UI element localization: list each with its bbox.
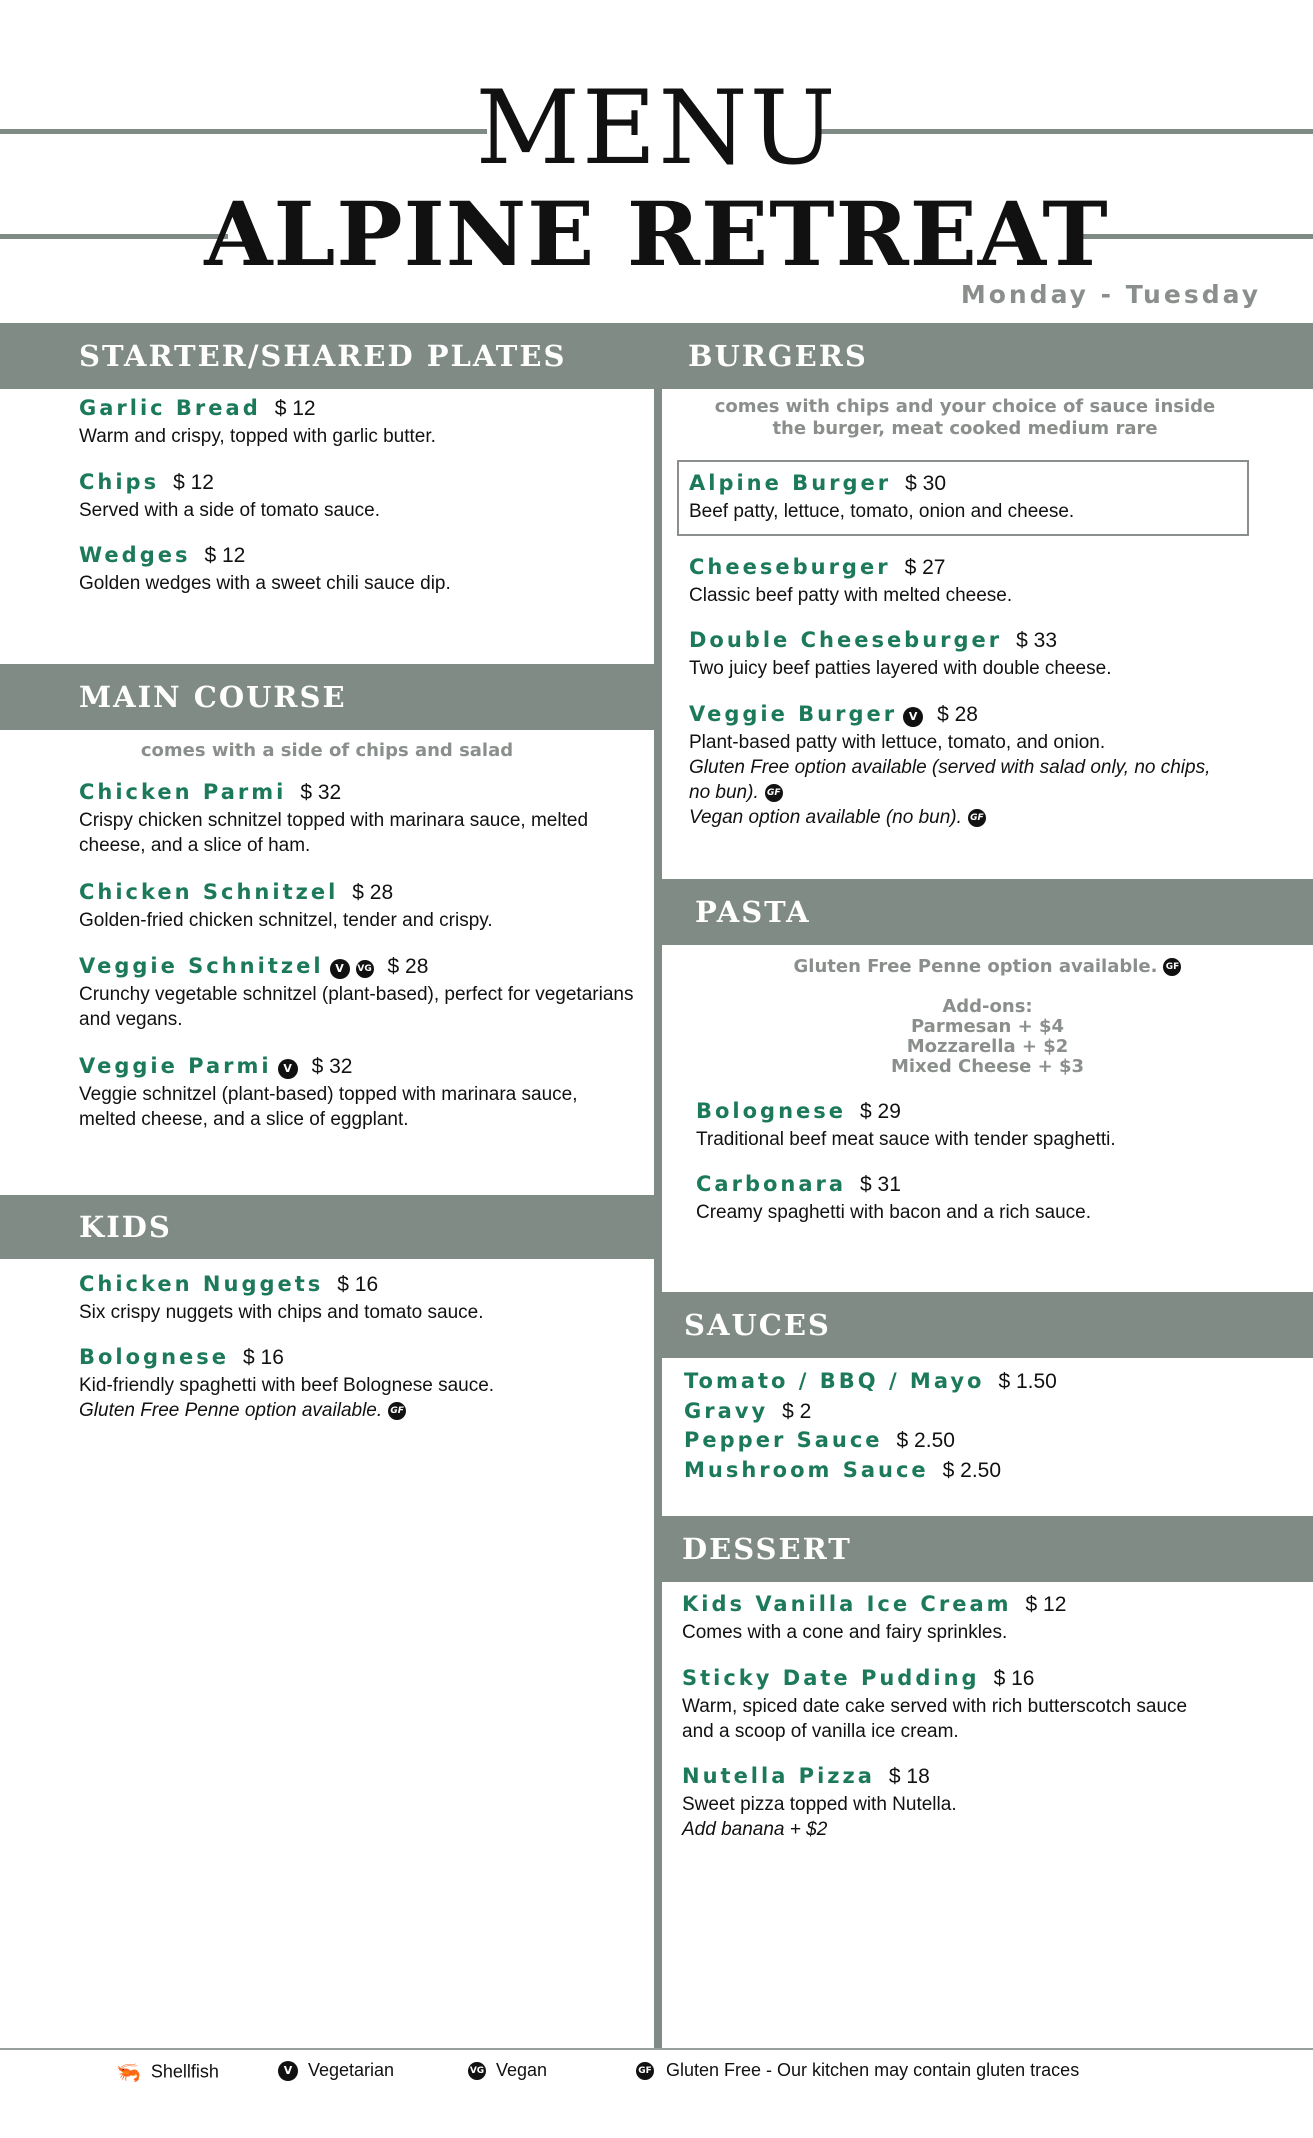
item-note: Vegan option available (no bun). bbox=[689, 807, 962, 828]
item-name: Tomato / BBQ / Mayo bbox=[684, 1369, 985, 1393]
item-name: Cheeseburger bbox=[689, 555, 891, 579]
item-price: $ 28 bbox=[352, 881, 394, 904]
item-name: Mushroom Sauce bbox=[684, 1458, 929, 1482]
legend-vegetarian: V Vegetarian bbox=[278, 2060, 394, 2081]
vegan-icon: VG bbox=[468, 2062, 486, 2080]
item-note: Gluten Free Penne option available. bbox=[79, 1400, 383, 1421]
item-description: Sweet pizza topped with Nutella. bbox=[682, 1794, 957, 1815]
item-price: $ 1.50 bbox=[998, 1370, 1057, 1393]
shellfish-icon: 🦐 bbox=[116, 2062, 141, 2084]
item-name: Veggie Schnitzel bbox=[79, 954, 324, 978]
vegetarian-icon: V bbox=[903, 707, 923, 727]
gluten-free-icon: GF bbox=[636, 2062, 654, 2080]
vegan-icon: VG bbox=[356, 960, 374, 978]
gluten-free-icon: GF bbox=[388, 1402, 406, 1420]
menu-item bbox=[682, 1764, 1242, 1842]
item-price: $ 12 bbox=[204, 544, 246, 567]
menu-item bbox=[79, 470, 639, 523]
vegetarian-icon: V bbox=[330, 959, 350, 979]
item-price: $ 32 bbox=[300, 781, 342, 804]
item-description: Golden-fried chicken schnitzel, tender and crispy. bbox=[79, 910, 493, 931]
item-description: Two juicy beef patties layered with double cheese. bbox=[689, 658, 1112, 679]
item-description: Crispy chicken schnitzel topped with marinara sauce, melted cheese, and a slice of ham. bbox=[79, 810, 589, 856]
item-description: Traditional beef meat sauce with tender spaghetti. bbox=[696, 1129, 1116, 1150]
menu-item bbox=[682, 1592, 1242, 1645]
section-header-kids: KIDS bbox=[0, 1195, 658, 1259]
venue-name: ALPINE RETREAT bbox=[204, 182, 1109, 286]
page-title: MENU bbox=[475, 69, 838, 188]
item-price: $ 32 bbox=[311, 1055, 353, 1078]
item-note: Add banana + $2 bbox=[682, 1819, 828, 1840]
addons-list bbox=[662, 997, 1313, 1077]
item-description: Six crispy nuggets with chips and tomato sauce. bbox=[79, 1302, 484, 1323]
footer-rule bbox=[0, 2048, 1313, 2050]
item-description: Served with a side of tomato sauce. bbox=[79, 500, 380, 521]
item-price: $ 12 bbox=[173, 471, 214, 494]
item-name: Pepper Sauce bbox=[684, 1428, 883, 1452]
menu-item bbox=[79, 780, 639, 858]
item-description: Creamy spaghetti with bacon and a rich sauce. bbox=[696, 1202, 1091, 1223]
item-description: Golden wedges with a sweet chili sauce dip. bbox=[79, 573, 451, 594]
item-name: Veggie Burger bbox=[689, 702, 898, 726]
section-header-sauces: SAUCES bbox=[654, 1292, 1313, 1358]
section-header-main-course: MAIN COURSE bbox=[0, 664, 658, 730]
section-header-starters: STARTER/SHARED PLATES bbox=[0, 323, 658, 389]
item-name: Chips bbox=[79, 470, 160, 494]
item-description: Crunchy vegetable schnitzel (plant-based), perfect for vegetarians and vegans. bbox=[79, 984, 634, 1030]
item-description: Plant-based patty with lettuce, tomato, and onion. bbox=[689, 732, 1106, 753]
item-name: Veggie Parmi bbox=[79, 1054, 272, 1078]
menu-item bbox=[79, 1345, 639, 1423]
gluten-free-icon: GF bbox=[765, 784, 783, 802]
item-name: Wedges bbox=[79, 543, 191, 567]
section-header-pasta: PASTA bbox=[654, 879, 1313, 945]
item-price: $ 18 bbox=[888, 1765, 930, 1788]
addon-item: Mixed Cheese + $3 bbox=[890, 1056, 1085, 1077]
section-note: Gluten Free Penne option available. GF bbox=[662, 956, 1313, 978]
item-price: $ 12 bbox=[1025, 1593, 1067, 1616]
item-description: Kid-friendly spaghetti with beef Bolognese sauce. bbox=[79, 1375, 495, 1396]
item-note: Gluten Free option available (served with salad only, no chips, no bun). bbox=[689, 757, 1211, 803]
item-name: Bolognese bbox=[696, 1099, 847, 1123]
item-name: Garlic Bread bbox=[79, 396, 261, 420]
item-name: Kids Vanilla Ice Cream bbox=[682, 1592, 1012, 1616]
menu-item bbox=[696, 1172, 1256, 1225]
section-note: comes with a side of chips and salad bbox=[140, 740, 514, 761]
legend-gluten-free: GF Gluten Free - Our kitchen may contain gluten traces bbox=[636, 2060, 1079, 2081]
item-description: Beef patty, lettuce, tomato, onion and cheese. bbox=[689, 501, 1075, 522]
item-name: Alpine Burger bbox=[689, 471, 892, 495]
item-name: Chicken Parmi bbox=[79, 780, 287, 804]
menu-item bbox=[682, 1666, 1202, 1744]
item-name: Nutella Pizza bbox=[682, 1764, 875, 1788]
item-price: $ 16 bbox=[993, 1667, 1035, 1690]
menu-item bbox=[689, 555, 1249, 608]
menu-item bbox=[79, 396, 639, 449]
item-price: $ 30 bbox=[905, 472, 947, 495]
item-name: Double Cheeseburger bbox=[689, 628, 1003, 652]
gluten-free-icon: GF bbox=[1163, 958, 1181, 976]
item-price: $ 27 bbox=[904, 556, 946, 579]
menu-item bbox=[696, 1099, 1256, 1152]
item-price: $ 16 bbox=[243, 1346, 284, 1369]
menu-item bbox=[79, 1054, 639, 1132]
item-description: Warm and crispy, topped with garlic butter. bbox=[79, 426, 436, 447]
menu-item bbox=[689, 702, 1229, 830]
item-price: $ 29 bbox=[860, 1100, 901, 1123]
item-description: Warm, spiced date cake served with rich butterscotch sauce and a scoop of vanilla ice cream. bbox=[682, 1696, 1188, 1742]
item-price: $ 16 bbox=[337, 1273, 379, 1296]
section-header-burgers: BURGERS bbox=[654, 323, 1313, 389]
service-days: Monday - Tuesday bbox=[960, 280, 1261, 309]
item-price: $ 28 bbox=[387, 955, 429, 978]
section-note: comes with chips and your choice of sauce inside the burger, meat cooked medium rare bbox=[714, 396, 1216, 439]
item-name: Gravy bbox=[684, 1399, 769, 1423]
item-price: $ 33 bbox=[1016, 629, 1058, 652]
item-price: $ 28 bbox=[937, 703, 978, 726]
addon-item: Parmesan + $4 bbox=[910, 1016, 1065, 1037]
sauce-item bbox=[684, 1399, 811, 1424]
item-price: $ 31 bbox=[860, 1173, 901, 1196]
item-name: Sticky Date Pudding bbox=[682, 1666, 980, 1690]
item-price: $ 12 bbox=[274, 397, 316, 420]
vegetarian-icon: V bbox=[278, 2061, 298, 2081]
section-header-dessert: DESSERT bbox=[654, 1516, 1313, 1582]
legend-shellfish: 🦐 Shellfish bbox=[116, 2061, 219, 2084]
item-price: $ 2.50 bbox=[896, 1429, 955, 1452]
vegetarian-icon: V bbox=[278, 1059, 298, 1079]
sauce-item bbox=[684, 1428, 955, 1453]
item-description: Comes with a cone and fairy sprinkles. bbox=[682, 1622, 1008, 1643]
item-name: Chicken Nuggets bbox=[79, 1272, 324, 1296]
item-description: Classic beef patty with melted cheese. bbox=[689, 585, 1013, 606]
item-description: Veggie schnitzel (plant-based) topped with marinara sauce, melted cheese, and a slice of eggplant. bbox=[79, 1084, 578, 1130]
sauce-item bbox=[684, 1458, 1001, 1483]
menu-item bbox=[79, 880, 639, 933]
addons-title: Add-ons: bbox=[942, 996, 1033, 1017]
legend-vegan: VG Vegan bbox=[469, 2060, 548, 2080]
menu-item bbox=[689, 628, 1249, 681]
item-price: $ 2.50 bbox=[942, 1459, 1002, 1482]
column-divider bbox=[654, 323, 662, 2048]
sauce-item bbox=[684, 1369, 1057, 1394]
addon-item: Mozzarella + $2 bbox=[906, 1036, 1069, 1057]
item-price: $ 2 bbox=[782, 1400, 812, 1423]
menu-item-featured bbox=[689, 471, 1239, 524]
menu-item bbox=[79, 954, 639, 1032]
item-name: Carbonara bbox=[696, 1172, 847, 1196]
menu-item bbox=[79, 543, 639, 596]
menu-item bbox=[79, 1272, 639, 1325]
item-name: Chicken Schnitzel bbox=[79, 880, 339, 904]
gluten-free-icon: GF bbox=[968, 809, 986, 827]
item-name: Bolognese bbox=[79, 1345, 230, 1369]
